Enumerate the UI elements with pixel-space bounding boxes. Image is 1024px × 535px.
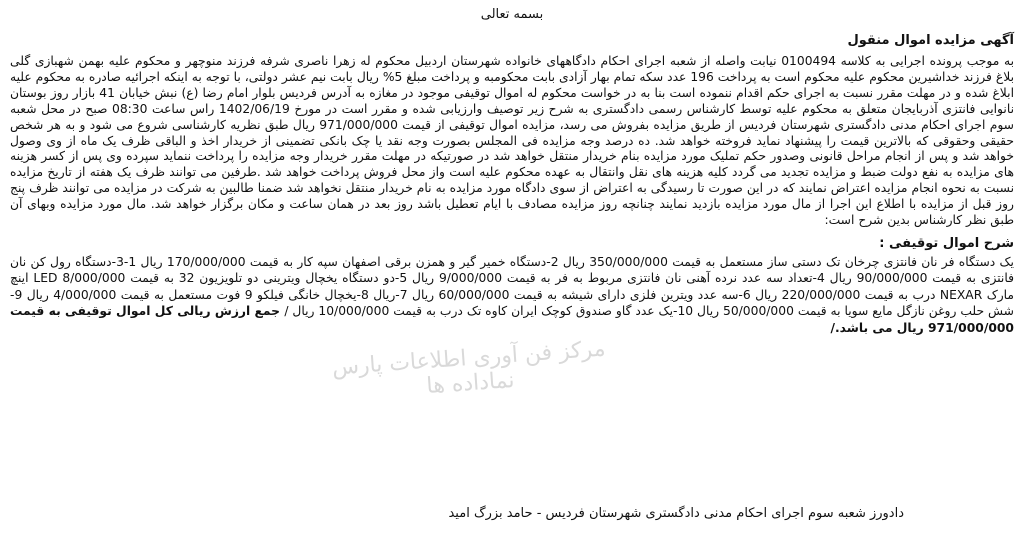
items-heading: شرح اموال توقیفی : xyxy=(879,235,1014,251)
items-total: جمع ارزش ریالی کل اموال توقیفی به قیمت 971/000/000 ریال می باشد./ xyxy=(10,304,1014,335)
items-list xyxy=(10,254,1014,336)
bismillah-heading: بسمه تعالی xyxy=(480,7,544,22)
notice-body-paragraph: به موجب پرونده اجرایی به کلاسه 0100494 نیابت واصله از شعبه اجرای احکام دادگاههای خانواده شهرستان اردبیل محکوم له زهرا ناصری شرفه فرزند منوچهر و محکوم علیه بهمن شهبازی گلی بلاغ فرزند خداشیرین محکوم علیه محکوم است به پرداخت 196 عدد سکه تمام بهار آزادی بابت محکومبه و پرداخت مبلغ 5% ریال بابت نیم عشر دولتی، با توجه به اینکه اجرائیه صادره به محکوم علیه ابلاغ شده و در مهلت مقرر نسبت به اجرای حکم اقدام ننموده است بنا به در خواست محکوم له اموال توقیفی موجود در مغازه به آدرس فردیس بلوار امام رضا (ع) نبش خیابان 41 بازار روز بوستان نانوایی فانتزی آذربایجان متعلق به محکوم علیه توسط کارشناس رسمی دادگستری به شرح زیر توصیف وارزیابی شده و مقرر است در مورخ 1402/06/19 راس ساعت 08:30 صبح در محل شعبه سوم اجرای احکام مدنی دادگستری شهرستان فردیس از طریق مزایده بفروش می رسد، مزایده اموال توقیفی از قیمت 971/000/000 ریال طبق نظریه کارشناسی شروع می شود و به هر شخص حقیقی وحقوقی که بالاترین قیمت را پیشنهاد نماید فروخته خواهد شد. ده درصد وجه مزایده فی المجلس بصورت وجه نقد یا چک بانکی تضمینی از خریدار اخذ و الباقی ظرف یک ماه از وی وصول خواهد شد و پس از انجام مراحل قانونی وصدور حکم تملیک مورد مزایده بنام خریدار منتقل خواهد شد در صورتیکه در مهلت مقرر خریدار وجه مزایده را پرداخت ننماید سپرده وی پس از کسر هزینه های مزایده به نفع دولت ضبط و مزایده تجدید می گردد کلیه هزینه های نقل وانتقال به عهده محکوم علیه است واز محل فروش پرداخت خواهد شد .طرفین می توانند ظرف یک هفته از تاریخ مزایده نسبت به نحوه انجام مزایده اعتراض نمایند که در این صورت تا رسیدگی به اعتراض از سوی دادگاه مورد مزایده به نام خریدار منتقل نخواهد شد ضمنا طالبین به شرکت در مزایده می توانند ظرف پنج روز قبل از مزایده با اطلاع این اجرا از مال مورد مزایده بازدید نمایند چنانچه روز مزایده مصادف با ایام تعطیل باشد روز بعد در همان ساعت و مکان برگزار خواهد شد. مال مورد مزایده وبهای آن طبق نظر کارشناس بدین شرح است: xyxy=(10,54,1015,228)
watermark-text: مرکز فن آوری اطلاعات پارس نماداده ها xyxy=(331,336,607,400)
notice-title: آگهی مزایده اموال منقول xyxy=(847,33,1014,48)
signature-line: دادورز شعبه سوم اجرای احکام مدنی دادگستری شهرستان فردیس - حامد بزرگ امید xyxy=(448,506,904,521)
items-description: یک دستگاه فر نان فانتزی چرخان تک دستی ساز مستعمل به قیمت 350/000/000 ریال 2-دستگاه خمیر گیر و همزن برقی اصفهان سپه کار به قیمت 170/000/000 ریال 1-3-دستگاه رول کن نان فانتزی به قیمت 90/000/000 ریال 4-تعداد سه عدد نرده آهنی نان فانتزی مربوط به فر به قیمت 9/000/000 ریال 5-دو دستگاه یخچال ویترینی دو تلویزیون 32 به قیمت 8/000/000 LED اینچ مارک NEXAR درب به قیمت 220/000/000 ریال 6-سه عدد ویترین فلزی دارای شیشه به قیمت 60/000/000 ریال 7-ریال 8-یخچال خانگی فیلکو 9 فوت مستعمل به قیمت 4/000/000 ریال 9-شش حلب روغن نازگل مایع سویا به قیمت 50/000/000 ریال 10-یک عدد گاو صندوق کوچک ایران کاوه تک درب به قیمت 10/000/000 ریال / xyxy=(10,254,1014,319)
